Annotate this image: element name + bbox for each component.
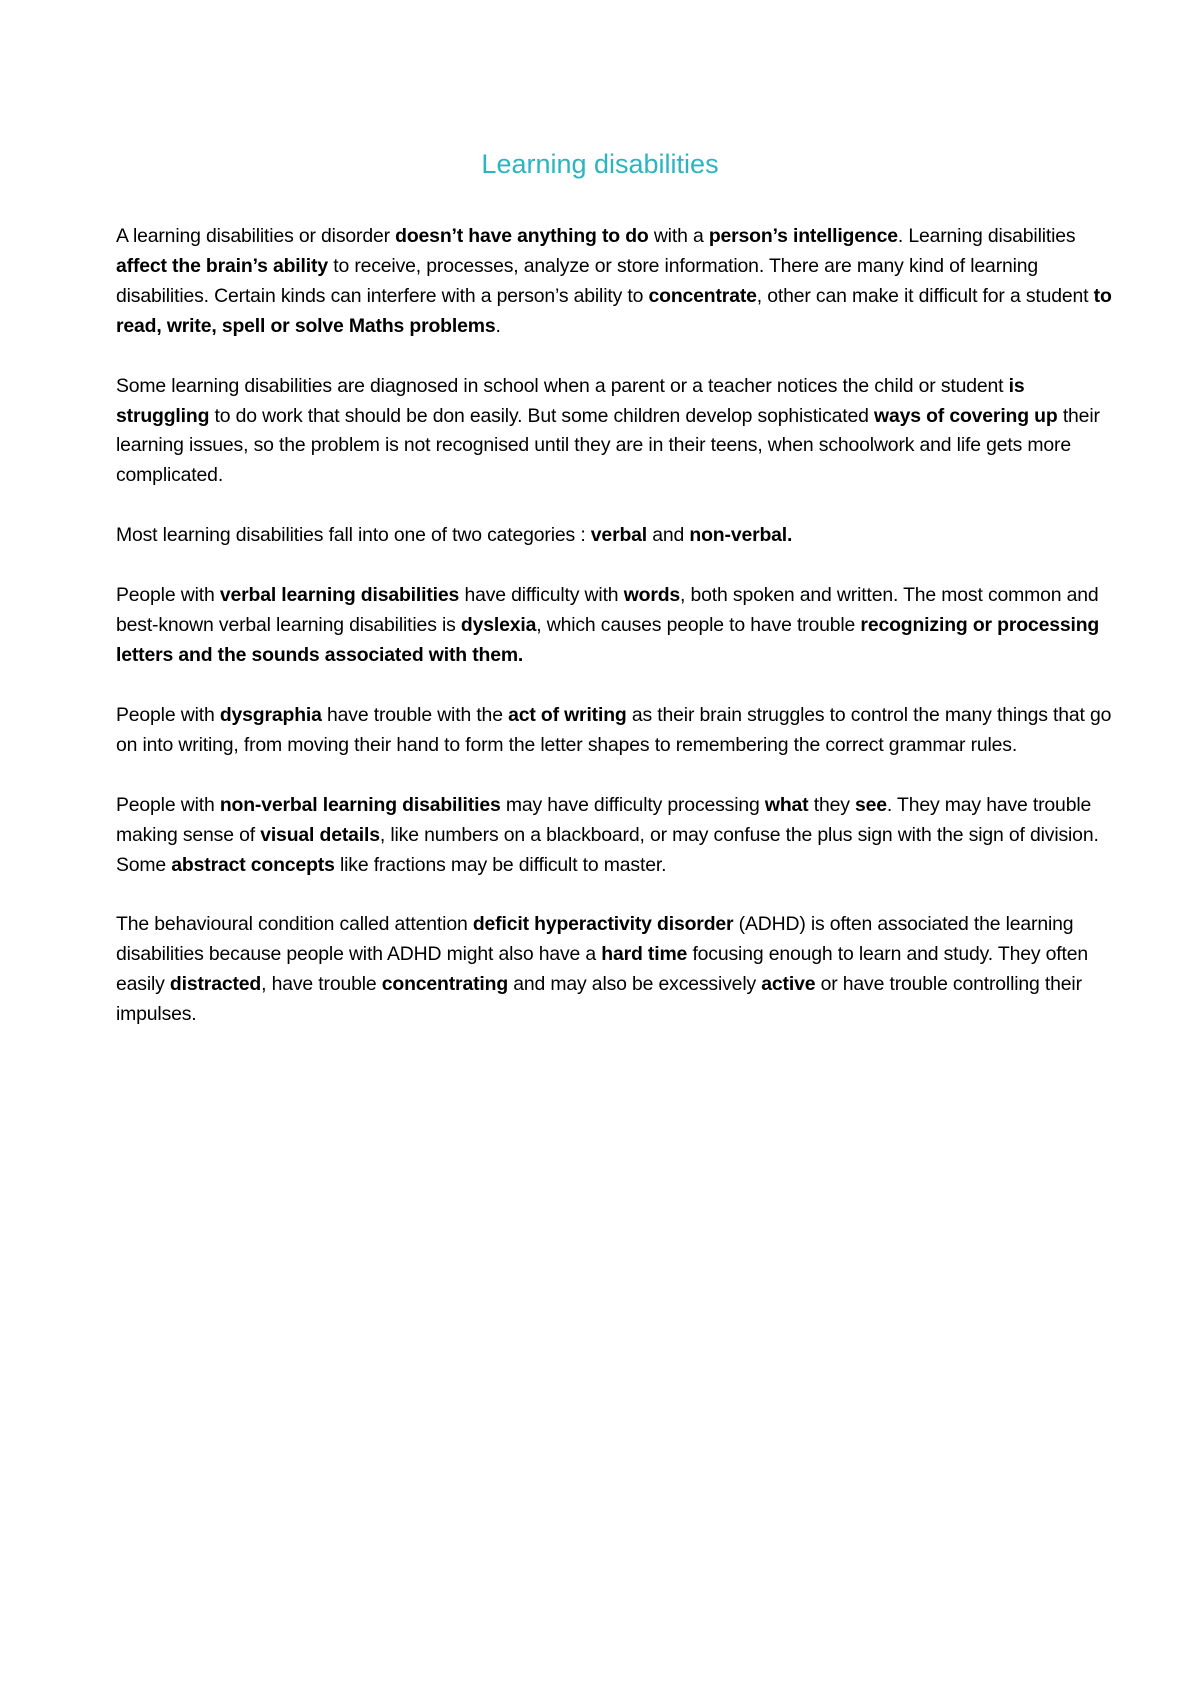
text-run: have difficulty with [459, 584, 624, 607]
bold-text: verbal [590, 524, 648, 547]
paragraph [116, 372, 1116, 492]
bold-text: affect the brain’s ability [116, 254, 328, 277]
text-run: they [808, 793, 855, 816]
bold-text: non-verbal learning disabilities [219, 793, 501, 816]
bold-text: see [855, 793, 887, 816]
text-run: . They may have trouble making sense of [116, 793, 1092, 846]
text-run: , both spoken and written. The most common and best-known verbal learning disabilities is [116, 584, 1099, 637]
text-run: . [495, 314, 501, 337]
bold-text: doesn’t have anything to do [395, 225, 649, 247]
text-run: (ADHD) is often associated the learning disabilities because people with ADHD might also have a [116, 913, 1074, 966]
text-run: A learning disabilities or disorder [116, 225, 396, 247]
text-run: to receive, processes, analyze or store information. There are many kind of learning disabilities. Certain kinds can interfere with a person’s ability to [116, 254, 1039, 307]
text-run: . Learning disabilities [897, 225, 1076, 247]
bold-text: concentrate [648, 284, 757, 307]
paragraph [116, 222, 1116, 342]
text-run: , have trouble [261, 973, 382, 996]
bold-text: active [761, 973, 816, 996]
bold-text: visual details [260, 823, 380, 846]
bold-text: to read, write, spell or solve Maths problems [116, 284, 1112, 337]
bold-text: ways of covering up [874, 404, 1058, 427]
text-run: , other can make it difficult for a student [756, 284, 1094, 307]
text-run: and may also be excessively [508, 973, 762, 996]
text-run: and [647, 524, 690, 547]
text-run: their learning issues, so the problem is not recognised until they are in their teens, when schoolwork and life gets more complicated. [116, 404, 1100, 487]
bold-text: distracted [169, 973, 262, 996]
paragraph [116, 701, 1116, 761]
text-run: or have trouble controlling their impulses. [116, 973, 1082, 1026]
text-run: Most learning disabilities fall into one of two categories : [116, 524, 591, 547]
bold-text: abstract concepts [171, 853, 335, 876]
bold-text: verbal learning disabilities [219, 584, 460, 607]
paragraph [116, 910, 1116, 1030]
bold-text: non-verbal. [689, 524, 793, 547]
paragraph [116, 581, 1116, 671]
text-run: , which causes people to have trouble [536, 614, 861, 637]
text-run: as their brain struggles to control the many things that go on into writing, from moving their hand to form the letter shapes to remembering the correct grammar rules. [116, 703, 1112, 756]
document-title: Learning disabilities [481, 149, 719, 179]
bold-text: words [623, 584, 681, 607]
bold-text: deficit hyperactivity disorder [472, 913, 734, 936]
text-run: to do work that should be don easily. But some children develop sophisticated [209, 404, 875, 427]
text-run: like fractions may be difficult to master. [334, 853, 667, 876]
bold-text: is struggling [116, 374, 1025, 427]
text-run: Some learning disabilities are diagnosed in school when a parent or a teacher notices the child or student [116, 374, 1009, 397]
text-run: , like numbers on a blackboard, or may confuse the plus sign with the sign of division. Some [116, 823, 1099, 876]
bold-text: concentrating [381, 973, 509, 996]
text-run: People with [116, 793, 220, 816]
bold-text: person’s intelligence [708, 225, 898, 247]
bold-text: dyslexia [460, 614, 537, 637]
bold-text: what [764, 793, 809, 816]
text-run: have trouble with the [321, 703, 509, 726]
text-run: People with [116, 703, 220, 726]
bold-text: act of writing [508, 703, 627, 726]
text-run: focusing enough to learn and study. They often easily [116, 943, 1088, 996]
paragraph [116, 791, 1116, 881]
text-run: with a [648, 225, 709, 247]
document-body [116, 222, 1116, 1060]
bold-text: hard time [601, 943, 688, 966]
paragraph [116, 521, 1116, 551]
text-run: The behavioural condition called attention [116, 913, 473, 936]
bold-text: recognizing or processing letters and the sounds associated with them. [116, 614, 1100, 666]
text-run: People with [116, 584, 220, 607]
text-run: may have difficulty processing [500, 793, 765, 816]
bold-text: dysgraphia [219, 703, 322, 726]
